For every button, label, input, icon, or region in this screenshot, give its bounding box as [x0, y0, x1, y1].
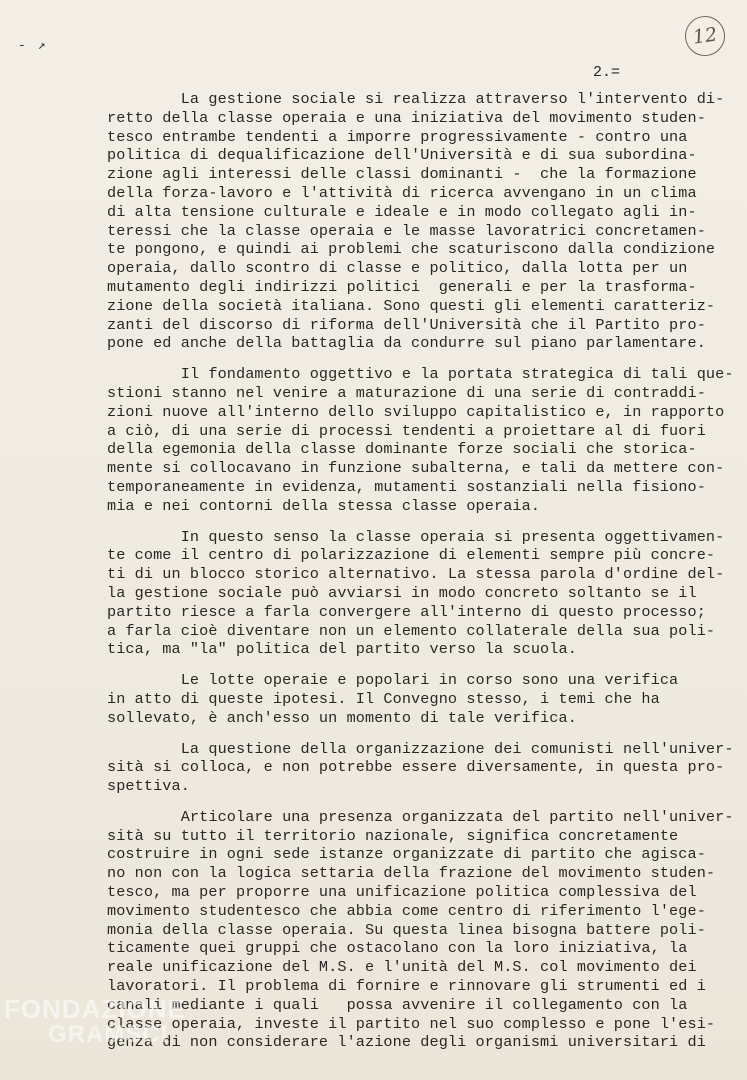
text-line: a ciò, di una serie di processi tendenti a proiettare al di fuori [107, 421, 706, 440]
text-line: monia della classe operaia. Su questa linea bisogna battere poli- [107, 920, 706, 939]
text-line: stioni stanno nel venire a maturazione di una serie di contraddi- [107, 383, 706, 402]
paragraph [107, 671, 713, 727]
text-line: sollevato, è anch'esso un momento di tale verifica. [107, 708, 577, 727]
text-line: sità su tutto il territorio nazionale, significa concretamente [107, 826, 679, 845]
text-line: movimento studentesco che abbia come centro di riferimento l'ege- [107, 901, 706, 920]
text-line: no non con la logica settaria della frazione del movimento studen- [107, 864, 716, 883]
text-line: politica di dequalificazione dell'Università e di sua subordina- [107, 146, 697, 165]
text-line: te pongono, e quindi ai problemi che scaturiscono dalla condizione [107, 240, 716, 259]
text-line: teressi che la classe operaia e le masse lavoratrici concretamen- [107, 221, 706, 240]
text-line: zanti del discorso di riforma dell'Università che il Partito pro- [107, 315, 706, 334]
text-line: retto della classe operaia e una iniziativa del movimento studen- [107, 108, 706, 127]
paragraph [107, 739, 734, 796]
text-line: pone ed anche della battaglia da condurre sul piano parlamentare. [107, 334, 706, 353]
text-line: della egemonia della classe dominante forze sociali che storica- [107, 440, 697, 459]
text-line: genza di non considerare l'azione degli organismi universitari di [107, 1033, 706, 1052]
text-line: tesco entrambe tendenti a imporre progressivamente - contro una [107, 127, 688, 146]
text-line: partito riesce a farla convergere all'interno di questo processo; [107, 602, 706, 621]
text-line: Articolare una presenza organizzata del partito nell'univer- [107, 807, 734, 826]
archive-watermark-logo [4, 996, 186, 1048]
text-line: operaia, dallo scontro di classe e politico, dalla lotta per un [107, 259, 688, 278]
text-line: reale unificazione del M.S. e l'unità del M.S. col movimento dei [107, 958, 697, 977]
text-line: lavoratori. Il problema di fornire e rinnovare gli strumenti ed i [107, 977, 706, 996]
text-line: mente si collocavano in funzione subalterna, e tali da mettere con- [107, 459, 725, 478]
text-line: ticamente quei gruppi che ostacolano con la loro iniziativa, la [107, 939, 688, 958]
paragraph [107, 365, 734, 515]
text-line: sità si colloca, e non potrebbe essere diversamente, in questa pro- [107, 758, 725, 777]
text-line: Il fondamento oggettivo e la portata strategica di tali que- [107, 365, 734, 384]
text-line: la gestione sociale può avviarsi in modo concreto soltanto se il [107, 583, 697, 602]
text-line: in atto di queste ipotesi. Il Convegno stesso, i temi che ha [107, 689, 660, 708]
text-line: costruire in ogni sede istanze organizzate di partito che agisca- [107, 845, 706, 864]
text-line: mia e nei contorni della stessa classe operaia. [107, 496, 541, 515]
page-number: 2.= [593, 64, 621, 81]
corner-mark: ‑ ↗ [18, 38, 48, 53]
text-line: Le lotte operaie e popolari in corso sono una verifica [107, 671, 679, 690]
text-line: ti di un blocco storico alternativo. La stessa parola d'ordine del- [107, 565, 725, 584]
text-line: tica, ma "la" politica del partito verso la scuola. [107, 640, 577, 659]
text-line: della forza-lavoro e l'attività di ricerca avvengano in un clima [107, 183, 697, 202]
text-line: classe operaia, investe il partito nel suo complesso e pone l'esi- [107, 1014, 716, 1033]
text-line: spettiva. [107, 777, 190, 796]
text-line: di alta tensione culturale e ideale e in modo collegato agli in- [107, 202, 697, 221]
folio-number-circled: 12 [682, 13, 727, 58]
document-body [107, 90, 734, 1064]
paragraph [107, 807, 734, 1052]
watermark-line-1: FONDAZIONE [4, 994, 186, 1024]
text-line: La gestione sociale si realizza attraverso l'intervento di- [107, 90, 725, 108]
text-line: mutamento degli indirizzi politici generali e per la trasforma- [107, 277, 697, 296]
watermark-line-2: GRAMSCI [48, 1021, 169, 1048]
paragraph [107, 90, 725, 353]
text-line: temporaneamente in evidenza, mutamenti sostanziali nella fisiono- [107, 477, 706, 496]
text-line: canali mediante i quali possa avvenire il collegamento con la [107, 995, 688, 1014]
text-line: zioni nuove all'interno dello sviluppo capitalistico e, in rapporto [107, 402, 725, 421]
text-line: zione agli interessi delle classi dominanti - che la formazione [107, 165, 697, 184]
text-line: tesco, ma per proporre una unificazione politica complessiva del [107, 883, 697, 902]
text-line: te come il centro di polarizzazione di elementi sempre più concre- [107, 546, 716, 565]
text-line: La questione della organizzazione dei comunisti nell'univer- [107, 739, 734, 758]
text-line: zione della società italiana. Sono questi gli elementi caratteriz- [107, 296, 716, 315]
text-line: In questo senso la classe operaia si presenta oggettivamen- [107, 527, 725, 546]
paragraph [107, 527, 725, 660]
text-line: a farla cioè diventare non un elemento collaterale della sua poli- [107, 621, 716, 640]
